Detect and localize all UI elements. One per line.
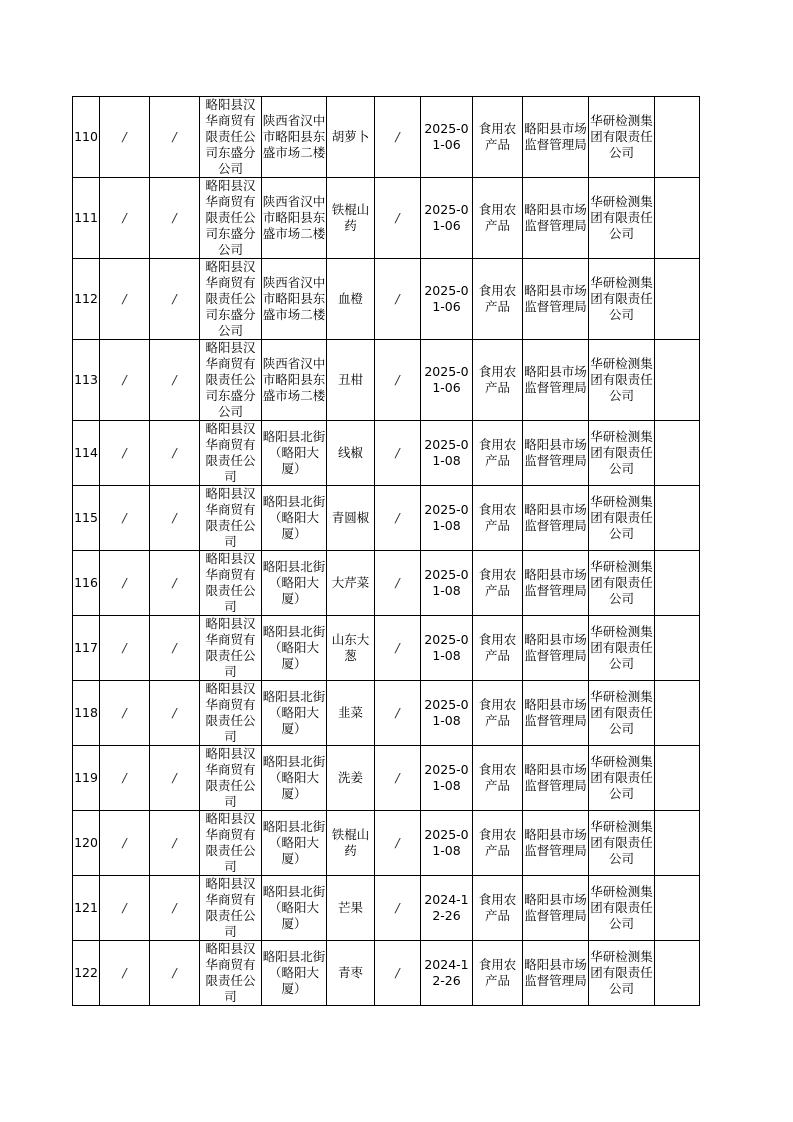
placeholder-cell: / xyxy=(100,486,150,551)
note-cell xyxy=(655,97,700,178)
placeholder-cell: / xyxy=(150,746,200,811)
product-category: 食用农产品 xyxy=(473,259,523,340)
placeholder-cell: / xyxy=(150,876,200,941)
placeholder-cell: / xyxy=(150,551,200,616)
table-row xyxy=(73,746,700,811)
placeholder-cell: / xyxy=(150,616,200,681)
product-category: 食用农产品 xyxy=(473,421,523,486)
row-number: 112 xyxy=(73,259,100,340)
row-number: 116 xyxy=(73,551,100,616)
sampling-date: 2025-01-06 xyxy=(421,259,473,340)
sampling-date: 2025-01-08 xyxy=(421,421,473,486)
table-row xyxy=(73,259,700,340)
note-cell xyxy=(655,616,700,681)
product-category: 食用农产品 xyxy=(473,616,523,681)
company-address: 陕西省汉中市略阳县东盛市场二楼 xyxy=(262,178,327,259)
supervising-agency: 略阳县市场监督管理局 xyxy=(523,551,589,616)
row-number: 118 xyxy=(73,681,100,746)
company-address: 略阳县北街（略阳大厦） xyxy=(262,616,327,681)
placeholder-cell: / xyxy=(100,421,150,486)
testing-lab: 华研检测集团有限责任公司 xyxy=(589,178,655,259)
company-address: 略阳县北街（略阳大厦） xyxy=(262,941,327,1006)
placeholder-cell: / xyxy=(100,811,150,876)
product-name: 韭菜 xyxy=(327,681,375,746)
product-name: 线椒 xyxy=(327,421,375,486)
placeholder-cell: / xyxy=(100,941,150,1006)
product-category: 食用农产品 xyxy=(473,811,523,876)
product-name: 山东大葱 xyxy=(327,616,375,681)
testing-lab: 华研检测集团有限责任公司 xyxy=(589,681,655,746)
testing-lab: 华研检测集团有限责任公司 xyxy=(589,876,655,941)
supervising-agency: 略阳县市场监督管理局 xyxy=(523,941,589,1006)
product-name: 铁棍山药 xyxy=(327,811,375,876)
sampling-date: 2025-01-08 xyxy=(421,616,473,681)
sampling-results-table xyxy=(72,96,700,1006)
table-row xyxy=(73,340,700,421)
note-cell xyxy=(655,941,700,1006)
row-number: 117 xyxy=(73,616,100,681)
placeholder-cell: / xyxy=(100,681,150,746)
placeholder-cell: / xyxy=(100,876,150,941)
testing-lab: 华研检测集团有限责任公司 xyxy=(589,746,655,811)
company-name: 略阳县汉华商贸有限责任公司东盛分公司 xyxy=(200,259,262,340)
company-address: 略阳县北街（略阳大厦） xyxy=(262,681,327,746)
sampling-date: 2025-01-08 xyxy=(421,681,473,746)
supervising-agency: 略阳县市场监督管理局 xyxy=(523,486,589,551)
company-name: 略阳县汉华商贸有限责任公司 xyxy=(200,746,262,811)
placeholder-cell: / xyxy=(375,811,421,876)
table-row xyxy=(73,97,700,178)
sampling-date: 2025-01-08 xyxy=(421,551,473,616)
placeholder-cell: / xyxy=(150,421,200,486)
product-name: 胡萝卜 xyxy=(327,97,375,178)
company-name: 略阳县汉华商贸有限责任公司 xyxy=(200,421,262,486)
table-row xyxy=(73,876,700,941)
note-cell xyxy=(655,746,700,811)
placeholder-cell: / xyxy=(375,340,421,421)
row-number: 119 xyxy=(73,746,100,811)
table-row xyxy=(73,811,700,876)
table-row xyxy=(73,486,700,551)
testing-lab: 华研检测集团有限责任公司 xyxy=(589,97,655,178)
placeholder-cell: / xyxy=(150,340,200,421)
note-cell xyxy=(655,486,700,551)
company-address: 陕西省汉中市略阳县东盛市场二楼 xyxy=(262,97,327,178)
company-name: 略阳县汉华商贸有限责任公司 xyxy=(200,811,262,876)
row-number: 115 xyxy=(73,486,100,551)
placeholder-cell: / xyxy=(100,340,150,421)
company-name: 略阳县汉华商贸有限责任公司东盛分公司 xyxy=(200,340,262,421)
supervising-agency: 略阳县市场监督管理局 xyxy=(523,259,589,340)
table-body xyxy=(73,97,700,1006)
product-name: 芒果 xyxy=(327,876,375,941)
supervising-agency: 略阳县市场监督管理局 xyxy=(523,178,589,259)
placeholder-cell: / xyxy=(100,259,150,340)
company-name: 略阳县汉华商贸有限责任公司 xyxy=(200,941,262,1006)
row-number: 111 xyxy=(73,178,100,259)
placeholder-cell: / xyxy=(375,551,421,616)
product-category: 食用农产品 xyxy=(473,97,523,178)
testing-lab: 华研检测集团有限责任公司 xyxy=(589,551,655,616)
note-cell xyxy=(655,340,700,421)
row-number: 121 xyxy=(73,876,100,941)
company-address: 略阳县北街（略阳大厦） xyxy=(262,811,327,876)
placeholder-cell: / xyxy=(375,941,421,1006)
product-category: 食用农产品 xyxy=(473,178,523,259)
testing-lab: 华研检测集团有限责任公司 xyxy=(589,259,655,340)
company-name: 略阳县汉华商贸有限责任公司 xyxy=(200,681,262,746)
placeholder-cell: / xyxy=(100,551,150,616)
testing-lab: 华研检测集团有限责任公司 xyxy=(589,486,655,551)
sampling-date: 2024-12-26 xyxy=(421,876,473,941)
table-row xyxy=(73,551,700,616)
supervising-agency: 略阳县市场监督管理局 xyxy=(523,811,589,876)
testing-lab: 华研检测集团有限责任公司 xyxy=(589,340,655,421)
placeholder-cell: / xyxy=(150,259,200,340)
product-name: 铁棍山药 xyxy=(327,178,375,259)
note-cell xyxy=(655,811,700,876)
sampling-date: 2025-01-06 xyxy=(421,97,473,178)
sampling-date: 2025-01-08 xyxy=(421,486,473,551)
product-category: 食用农产品 xyxy=(473,486,523,551)
testing-lab: 华研检测集团有限责任公司 xyxy=(589,811,655,876)
product-name: 青圆椒 xyxy=(327,486,375,551)
product-category: 食用农产品 xyxy=(473,551,523,616)
company-name: 略阳县汉华商贸有限责任公司 xyxy=(200,876,262,941)
row-number: 113 xyxy=(73,340,100,421)
placeholder-cell: / xyxy=(150,97,200,178)
company-name: 略阳县汉华商贸有限责任公司 xyxy=(200,551,262,616)
placeholder-cell: / xyxy=(150,811,200,876)
supervising-agency: 略阳县市场监督管理局 xyxy=(523,421,589,486)
note-cell xyxy=(655,259,700,340)
table-row xyxy=(73,178,700,259)
product-name: 大芹菜 xyxy=(327,551,375,616)
product-name: 洗姜 xyxy=(327,746,375,811)
table-row xyxy=(73,941,700,1006)
testing-lab: 华研检测集团有限责任公司 xyxy=(589,941,655,1006)
company-address: 陕西省汉中市略阳县东盛市场二楼 xyxy=(262,340,327,421)
placeholder-cell: / xyxy=(375,876,421,941)
placeholder-cell: / xyxy=(375,97,421,178)
supervising-agency: 略阳县市场监督管理局 xyxy=(523,340,589,421)
company-address: 略阳县北街（略阳大厦） xyxy=(262,551,327,616)
product-name: 青枣 xyxy=(327,941,375,1006)
note-cell xyxy=(655,421,700,486)
testing-lab: 华研检测集团有限责任公司 xyxy=(589,616,655,681)
company-name: 略阳县汉华商贸有限责任公司 xyxy=(200,486,262,551)
note-cell xyxy=(655,681,700,746)
placeholder-cell: / xyxy=(375,421,421,486)
supervising-agency: 略阳县市场监督管理局 xyxy=(523,616,589,681)
sampling-date: 2025-01-08 xyxy=(421,811,473,876)
table-row xyxy=(73,421,700,486)
product-category: 食用农产品 xyxy=(473,340,523,421)
note-cell xyxy=(655,876,700,941)
company-address: 略阳县北街（略阳大厦） xyxy=(262,746,327,811)
row-number: 120 xyxy=(73,811,100,876)
supervising-agency: 略阳县市场监督管理局 xyxy=(523,746,589,811)
placeholder-cell: / xyxy=(100,616,150,681)
product-category: 食用农产品 xyxy=(473,681,523,746)
company-name: 略阳县汉华商贸有限责任公司东盛分公司 xyxy=(200,178,262,259)
sampling-date: 2025-01-08 xyxy=(421,746,473,811)
supervising-agency: 略阳县市场监督管理局 xyxy=(523,681,589,746)
company-name: 略阳县汉华商贸有限责任公司东盛分公司 xyxy=(200,97,262,178)
supervising-agency: 略阳县市场监督管理局 xyxy=(523,97,589,178)
placeholder-cell: / xyxy=(375,681,421,746)
placeholder-cell: / xyxy=(375,178,421,259)
table-row xyxy=(73,681,700,746)
note-cell xyxy=(655,551,700,616)
product-name: 丑柑 xyxy=(327,340,375,421)
sampling-date: 2025-01-06 xyxy=(421,340,473,421)
product-name: 血橙 xyxy=(327,259,375,340)
supervising-agency: 略阳县市场监督管理局 xyxy=(523,876,589,941)
placeholder-cell: / xyxy=(100,178,150,259)
note-cell xyxy=(655,178,700,259)
company-address: 略阳县北街（略阳大厦） xyxy=(262,486,327,551)
placeholder-cell: / xyxy=(100,746,150,811)
company-address: 略阳县北街（略阳大厦） xyxy=(262,876,327,941)
product-category: 食用农产品 xyxy=(473,876,523,941)
table-row xyxy=(73,616,700,681)
placeholder-cell: / xyxy=(150,178,200,259)
row-number: 110 xyxy=(73,97,100,178)
placeholder-cell: / xyxy=(150,681,200,746)
product-category: 食用农产品 xyxy=(473,746,523,811)
placeholder-cell: / xyxy=(150,486,200,551)
company-address: 陕西省汉中市略阳县东盛市场二楼 xyxy=(262,259,327,340)
placeholder-cell: / xyxy=(100,97,150,178)
sampling-date: 2024-12-26 xyxy=(421,941,473,1006)
row-number: 114 xyxy=(73,421,100,486)
placeholder-cell: / xyxy=(375,616,421,681)
placeholder-cell: / xyxy=(375,259,421,340)
company-name: 略阳县汉华商贸有限责任公司 xyxy=(200,616,262,681)
placeholder-cell: / xyxy=(150,941,200,1006)
placeholder-cell: / xyxy=(375,746,421,811)
placeholder-cell: / xyxy=(375,486,421,551)
row-number: 122 xyxy=(73,941,100,1006)
testing-lab: 华研检测集团有限责任公司 xyxy=(589,421,655,486)
product-category: 食用农产品 xyxy=(473,941,523,1006)
company-address: 略阳县北街（略阳大厦） xyxy=(262,421,327,486)
sampling-date: 2025-01-06 xyxy=(421,178,473,259)
